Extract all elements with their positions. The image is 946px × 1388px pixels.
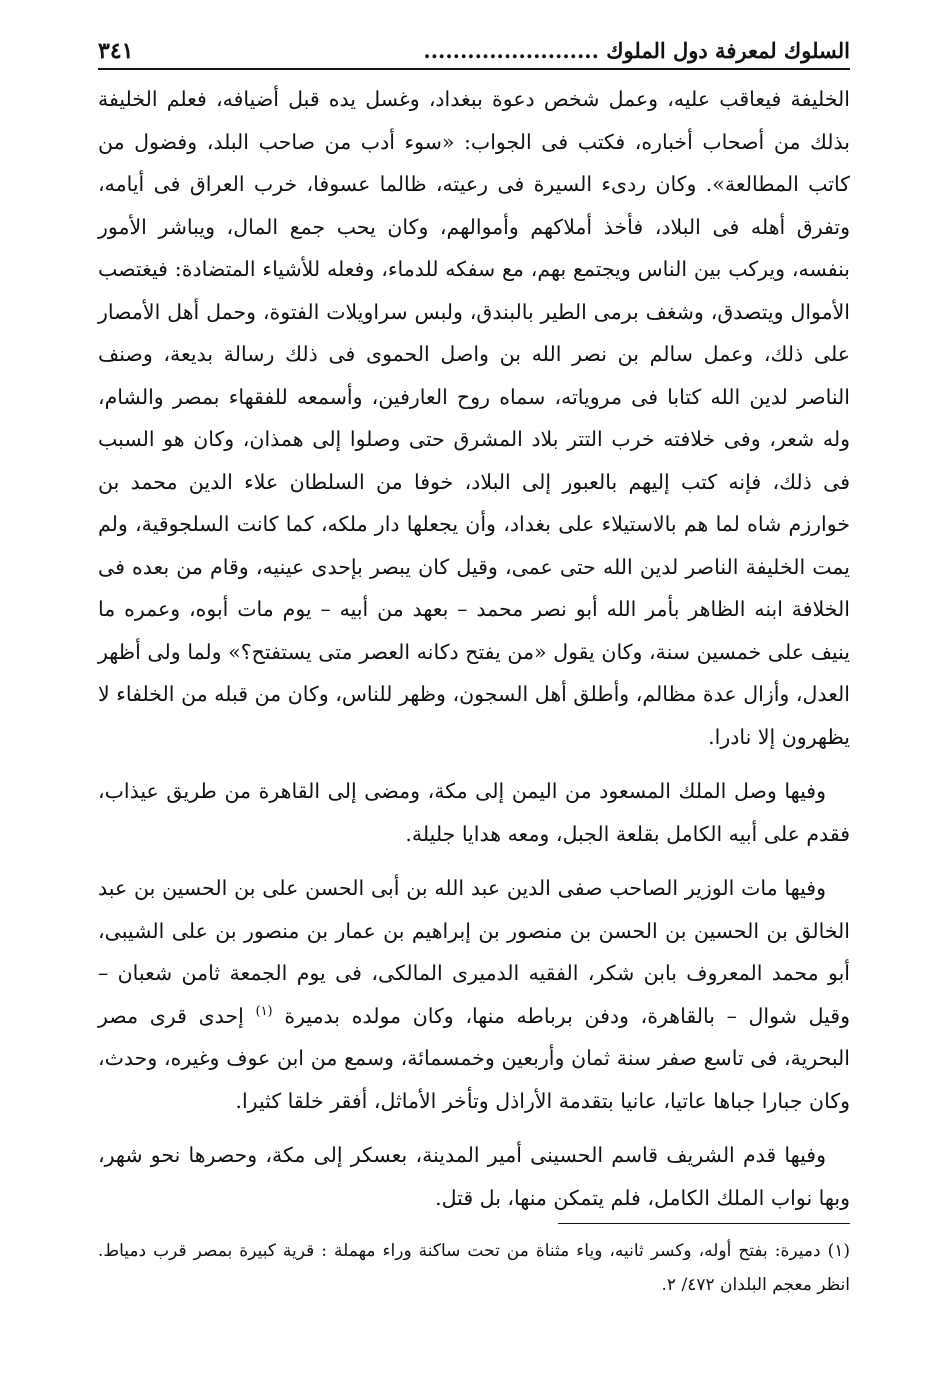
paragraph-3-part-1: وفيها مات الوزير الصاحب صفى الدين عبد الله بن أبى الحسن على بن الحسين بن عبد الخالق بن الحسين بن الحسن بن منصور بن إبراهيم بن عمار بن منصور بن على الشيبى، أبو محمد المعروف بابن شكر، الفقيه الدميرى المالكى، فى يوم الجمعة ثامن شعبان – وقيل شوال – بالقاهرة، ودفن برباطه منها، وكان مولده بدميرة xyxy=(98,876,850,1028)
running-header xyxy=(98,38,850,70)
book-title xyxy=(423,38,850,63)
page-number: ٣٤١ xyxy=(98,38,134,64)
paragraph-3 xyxy=(98,867,850,1122)
book-page xyxy=(98,38,850,1302)
footnote-reference: (١) xyxy=(255,1003,273,1019)
book-title-text: السلوك لمعرفة دول الملوك xyxy=(606,38,850,63)
paragraph-3-part-2: إحدى قرى مصر البحرية، فى تاسع صفر سنة ثمان وأربعين وخمسمائة، وسمع من ابن عوف وغيره، وحدث، وكان جبارا جباها عاتيا، عانيا بتقدمة الأراذل وتأخر الأماثل، أفقر خلقا كثيرا. xyxy=(98,1003,850,1113)
paragraph-1: الخليفة فيعاقب عليه، وعمل شخص دعوة ببغداد، وغسل يده قبل أضيافه، فعلم الخليفة بذلك من أصحاب أخباره، فكتب فى الجواب: «سوء أدب من صاحب البلد، وفضول من كاتب المطالعة». وكان ردىء السيرة فى رعيته، ظالما عسوفا، خرب العراق فى أيامه، وتفرق أهله فى البلاد، فأخذ أملاكهم وأموالهم، وكان يحب جمع المال، ويباشر الأمور بنفسه، ويركب بين الناس ويجتمع بهم، مع سفكه للدماء، وفعله للأشياء المتضادة: فيغتصب الأموال ويتصدق، وشغف برمى الطير بالبندق، ولبس سراويلات الفتوة، وحمل أهل الأمصار على ذلك، وعمل سالم بن نصر الله بن واصل الحموى فى ذلك رسالة بديعة، وصنف الناصر لدين الله كتابا فى مروياته، سماه روح العارفين، وأسمعه للفقهاء بمصر والشام، وله شعر، وفى خلافته خرب التتر بلاد المشرق حتى وصلوا إلى همذان، وكان هو السبب فى ذلك، فإنه كتب إليهم بالعبور إلى البلاد، خوفا من السلطان علاء الدين محمد بن خوارزم شاه لما هم بالاستيلاء على بغداد، وأن يجعلها دار ملكه، كما كانت السلجوقية، ولم يمت الخليفة الناصر لدين الله حتى عمى، وقيل كان يبصر بإحدى عينيه، وقام من بعده فى الخلافة ابنه الظاهر بأمر الله أبو نصر محمد – بعهد من أبيه – يوم مات أبوه، وعمره ما ينيف على خمسين سنة، وكان يقول «من يفتح دكانه العصر متى يستفتح؟» ولما ولى أظهر العدل، وأزال عدة مظالم، وأطلق أهل السجون، وظهر للناس، وكان من قبله من الخلفاء لا يظهرون إلا نادرا. xyxy=(98,87,850,749)
header-dots: ........................ xyxy=(423,38,599,63)
paragraph-4: وفيها قدم الشريف قاسم الحسينى أمير المدينة، بعسكر إلى مكة، وحصرها نحو شهر، وبها نواب الملك الكامل، فلم يتمكن منها، بل قتل. xyxy=(98,1143,850,1210)
footnote-separator xyxy=(558,1223,850,1224)
footnote: (١) دميرة: بفتح أوله، وكسر ثانيه، وياء مثناة من تحت ساكنة وراء مهملة : قرية كبيرة بمصر قرب دمياط. انظر معجم البلدان ٤٧٢/ ٢. xyxy=(98,1241,850,1295)
paragraph-2: وفيها وصل الملك المسعود من اليمن إلى مكة، ومضى إلى القاهرة من طريق عيذاب، فقدم على أبيه الكامل بقلعة الجبل، ومعه هدايا جليلة. xyxy=(98,779,850,846)
